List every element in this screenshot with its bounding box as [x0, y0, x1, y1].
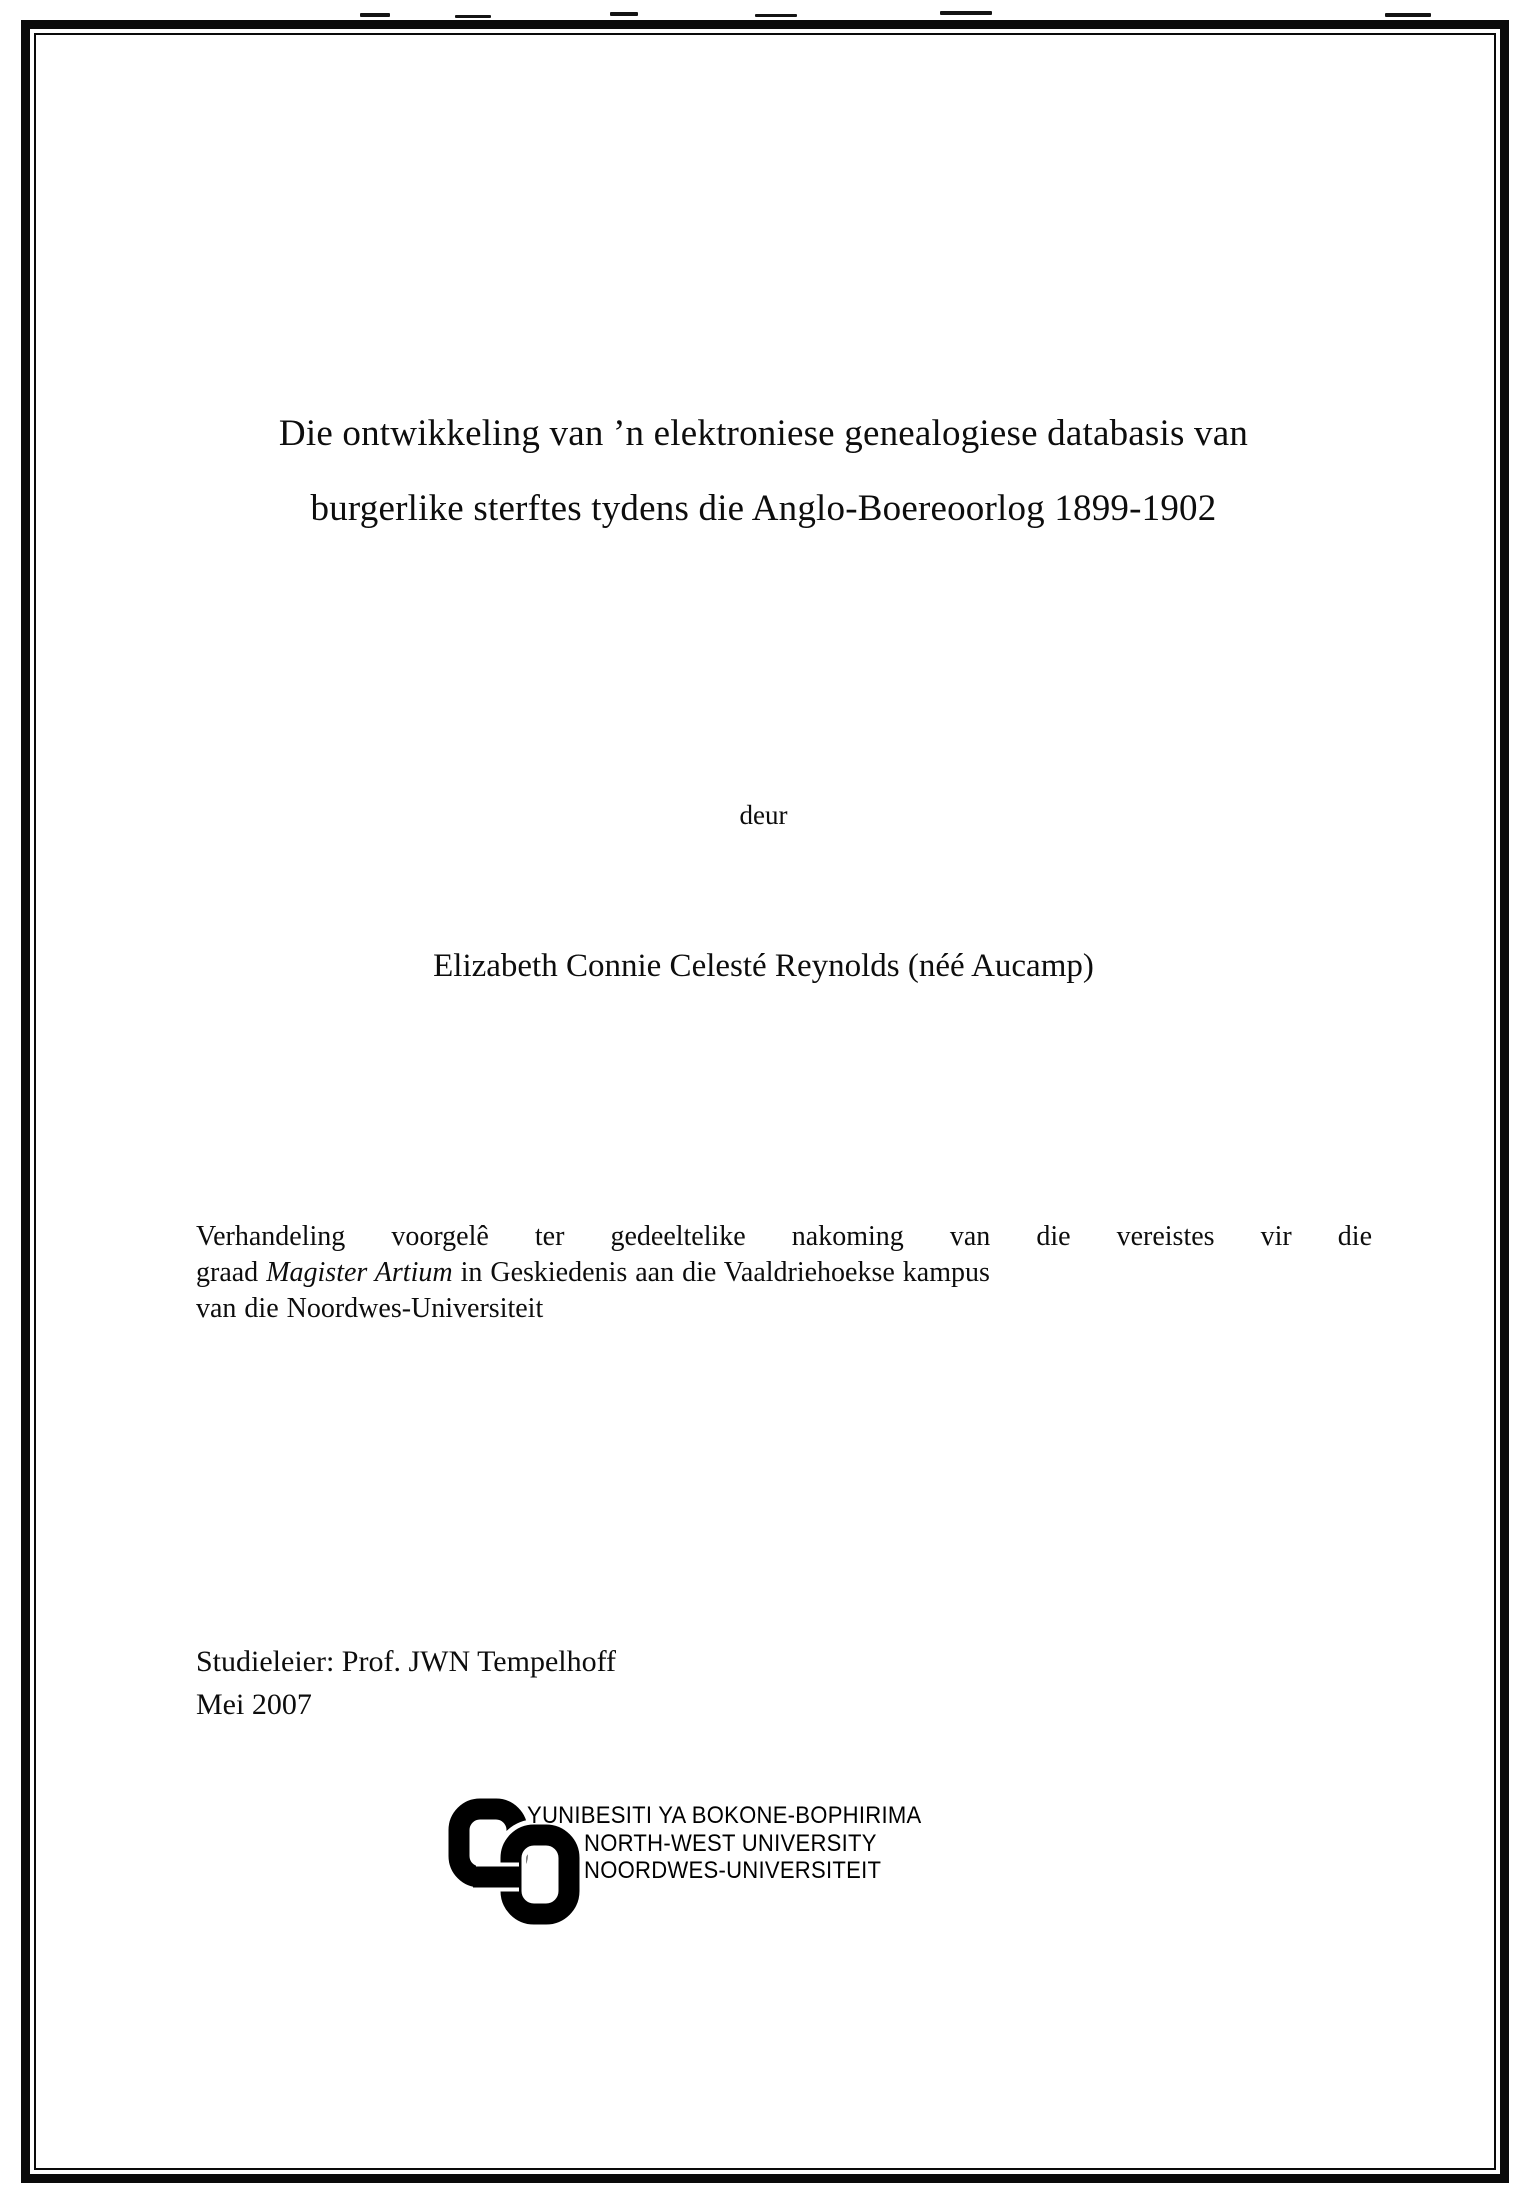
- degree-description-line2: [196, 1255, 1372, 1291]
- degree-description: [196, 1219, 1372, 1327]
- thesis-title: [110, 396, 1417, 546]
- logo-wordmark-afrikaans: NOORDWES-UNIVERSITEIT: [584, 1857, 882, 1884]
- scan-artifact: [1385, 13, 1431, 17]
- byline-preposition: deur: [739, 800, 788, 830]
- supervisor-line: Studieleier: Prof. JWN Tempelhoff: [196, 1645, 617, 1678]
- degree-name-italic: Magister Artium: [266, 1257, 453, 1288]
- logo-wordmark-english: NORTH-WEST UNIVERSITY: [584, 1830, 877, 1857]
- scan-artifact: [610, 12, 638, 16]
- logo-wordmark-setswana: YUNIBESITI YA BOKONE-BOPHIRIMA: [527, 1802, 922, 1829]
- degree-description-line2-prefix: graad: [196, 1257, 267, 1288]
- degree-description-line3: van die Noordwes-Universiteit: [196, 1293, 544, 1324]
- thesis-title-line2: burgerlike sterftes tydens die Anglo-Boereoorlog 1899-1902: [310, 488, 1217, 529]
- scan-artifact: [755, 14, 797, 17]
- scan-artifact: [455, 15, 491, 18]
- scan-artifact: [940, 11, 992, 15]
- date-line: Mei 2007: [196, 1688, 312, 1721]
- degree-description-line1: Verhandeling voorgelê ter gedeeltelike nakoming van die vereistes vir die: [196, 1221, 1372, 1252]
- author-name: Elizabeth Connie Celesté Reynolds (néé Aucamp): [433, 948, 1094, 984]
- degree-description-line2-suffix: in Geskiedenis aan die Vaaldriehoekse kampus: [452, 1257, 990, 1288]
- scan-artifact: [360, 13, 390, 17]
- thesis-title-line1: Die ontwikkeling van ’n elektroniese genealogiese databasis van: [278, 413, 1249, 454]
- supervisor-block: [196, 1640, 616, 1726]
